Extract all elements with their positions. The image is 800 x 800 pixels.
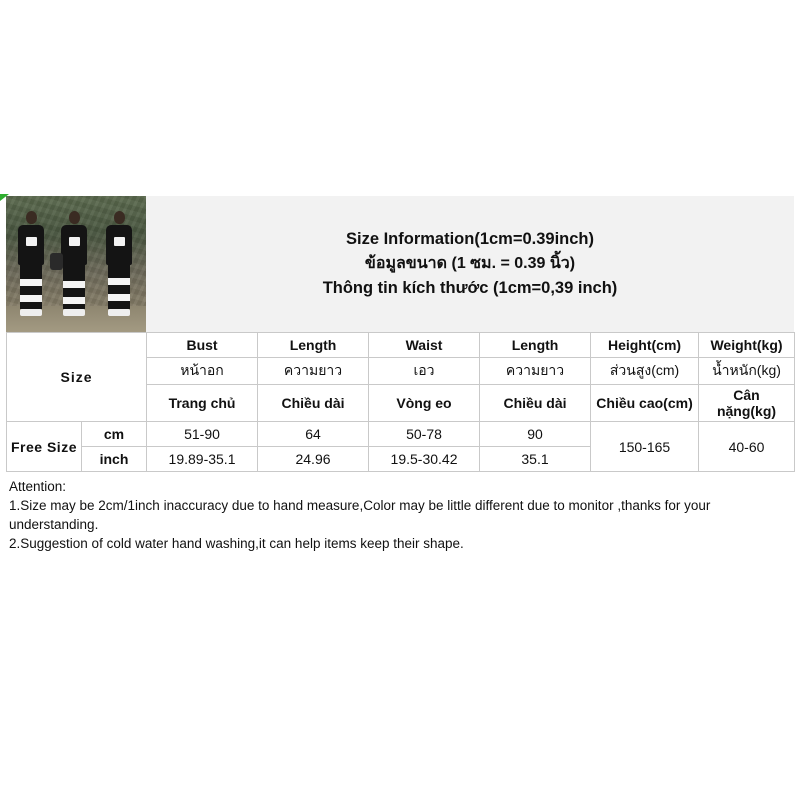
handbag-icon <box>50 253 63 270</box>
attention-line-2: 2.Suggestion of cold water hand washing,it can help items keep their shape. <box>9 536 464 552</box>
header-weight-en: Weight(kg) <box>699 333 795 358</box>
cell-length1-cm: 64 <box>258 422 369 447</box>
model-figure-right <box>104 211 134 316</box>
table-row-headers-en <box>7 333 795 358</box>
header-height-th: ส่วนสูง(cm) <box>591 358 699 385</box>
header-length1-vi: Chiều dài <box>258 385 369 422</box>
header-bust-th: หน้าอก <box>147 358 258 385</box>
cell-bust-inch: 19.89-35.1 <box>147 447 258 472</box>
header-bust-vi: Trang chủ <box>147 385 258 422</box>
figure-top <box>106 225 132 265</box>
model-figure-left <box>16 211 46 316</box>
pants-stripe <box>108 278 130 285</box>
attention-line-1: 1.Size may be 2cm/1inch inaccuracy due to hand measure,Color may be little different due to monitor ,thanks for your understanding. <box>9 498 711 533</box>
table-row-cm <box>7 422 795 447</box>
figure-pants <box>20 265 42 309</box>
pants-stripe <box>63 281 85 288</box>
size-table <box>6 332 795 472</box>
pants-stripe <box>63 297 85 304</box>
attention-heading: Attention: <box>9 479 67 494</box>
figure-head <box>114 211 125 224</box>
header-length1-th: ความยาว <box>258 358 369 385</box>
figure-shoes <box>63 309 85 316</box>
unit-inch: inch <box>82 447 147 472</box>
header-length1-en: Length <box>258 333 369 358</box>
pants-stripe <box>20 295 42 302</box>
product-photo <box>6 196 146 332</box>
pants-stripe <box>20 279 42 286</box>
header-length2-en: Length <box>480 333 591 358</box>
header-weight-th: น้ำหนัก(kg) <box>699 358 795 385</box>
cell-weight-range: 40-60 <box>699 422 795 472</box>
figure-head <box>26 211 37 224</box>
green-triangle-marker <box>0 194 9 201</box>
header-row <box>6 196 794 332</box>
figure-shoes <box>20 309 42 316</box>
figure-pants <box>108 265 130 309</box>
header-weight-vi: Cân nặng(kg) <box>699 385 795 422</box>
size-chart-card <box>6 196 794 568</box>
figure-top <box>18 225 44 265</box>
pants-stripe <box>108 294 130 301</box>
cell-height-range: 150-165 <box>591 422 699 472</box>
unit-cm: cm <box>82 422 147 447</box>
title-line-en: Size Information(1cm=0.39inch) <box>345 230 595 249</box>
header-waist-en: Waist <box>369 333 480 358</box>
header-bust-en: Bust <box>147 333 258 358</box>
header-height-en: Height(cm) <box>591 333 699 358</box>
cell-bust-cm: 51-90 <box>147 422 258 447</box>
row-label-free-size: Free Size <box>7 422 82 472</box>
cell-length2-inch: 35.1 <box>480 447 591 472</box>
attention-block <box>6 472 794 554</box>
figure-shoes <box>108 309 130 316</box>
figure-head <box>69 211 80 224</box>
header-length2-th: ความยาว <box>480 358 591 385</box>
figure-pants <box>63 265 85 309</box>
size-label-cell: Size <box>7 333 147 422</box>
model-figure-center <box>59 211 89 316</box>
cell-waist-cm: 50-78 <box>369 422 480 447</box>
title-band <box>146 196 794 332</box>
title-line-vi: Thông tin kích thước (1cm=0,39 inch) <box>322 279 618 297</box>
header-waist-th: เอว <box>369 358 480 385</box>
cell-length2-cm: 90 <box>480 422 591 447</box>
header-height-vi: Chiều cao(cm) <box>591 385 699 422</box>
cell-length1-inch: 24.96 <box>258 447 369 472</box>
figure-top <box>61 225 87 265</box>
title-line-th: ข้อมูลขนาด (1 ซม. = 0.39 นิ้ว) <box>364 255 576 272</box>
cell-waist-inch: 19.5-30.42 <box>369 447 480 472</box>
header-length2-vi: Chiều dài <box>480 385 591 422</box>
header-waist-vi: Vòng eo <box>369 385 480 422</box>
